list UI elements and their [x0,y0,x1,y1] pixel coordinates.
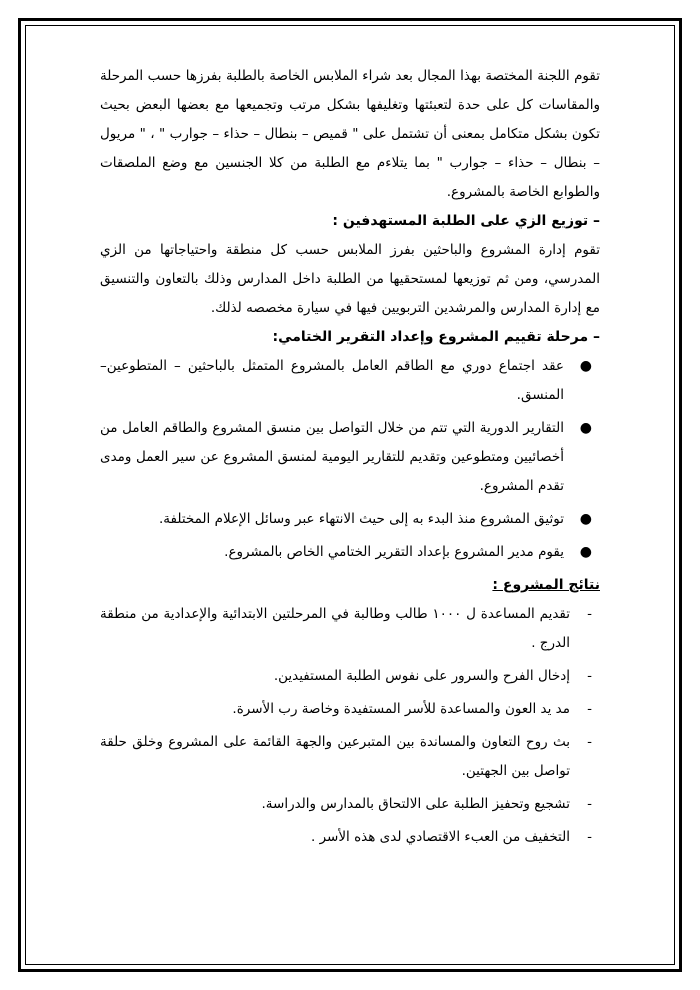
document-body [100,62,600,856]
dash-icon: - [587,734,592,750]
bullet-icon: ● [579,544,592,560]
bullet-icon: ● [579,511,592,527]
list-item: ● عقد اجتماع دوري مع الطاقم العامل بالمشروع المتمثل بالباحثين – المتطوعين– المنسق. [100,352,600,410]
list-item: - تقديم المساعدة ل ١٠٠٠ طالب وطالبة في المرحلتين الابتدائية والإعدادية من منطقة الدرج . [100,600,600,658]
list-item: - التخفيف من العبء الاقتصادي لدى هذه الأسر . [100,823,600,852]
dash-icon: - [587,668,592,684]
list-item: - إدخال الفرح والسرور على نفوس الطلبة المستفيدين. [100,662,600,691]
list-item: ● التقارير الدورية التي تتم من خلال التواصل بين منسق المشروع والطاقم العامل من أخصائيين ومتطوعين وتقديم للتقارير اليومية لمنسق المشروع عن سير العمل ومدى تقدم المشروع. [100,414,600,501]
bullet-icon: ● [579,358,592,374]
list-item: ● يقوم مدير المشروع بإعداد التقرير الختامي الخاص بالمشروع. [100,538,600,567]
results-heading: نتائج المشروع : [492,577,600,593]
list-item: - مد يد العون والمساعدة للأسر المستفيدة وخاصة رب الأسرة. [100,695,600,724]
evaluation-heading: – مرحلة تقييم المشروع وإعداد التقرير الختامي: [272,329,600,345]
dash-icon: - [587,701,592,717]
dash-icon: - [587,796,592,812]
evaluation-list [100,352,600,567]
bullet-icon: ● [579,420,592,436]
list-item: - بث روح التعاون والمساندة بين المتبرعين والجهة القائمة على المشروع وخلق حلقة تواصل بين الجهتين. [100,728,600,786]
intro-paragraph: تقوم اللجنة المختصة بهذا المجال بعد شراء الملابس الخاصة بالطلبة بفرزها حسب المرحلة والمقاسات كل على حدة لتعبئتها وتغليفها بشكل مرتب وتجميعها مع بعضها البعض بحيث تكون بشكل متكامل بمعنى أن تشتمل على " قميص – بنطال – حذاء – جوارب " ، " مريول – بنطال – حذاء – جوارب " بما يتلاءم مع الطلبة من كلا الجنسين مع وضع الملصقات والطوابع الخاصة بالمشروع. [100,68,600,200]
dash-icon: - [587,606,592,622]
distribution-heading: – توزيع الزي على الطلبة المستهدفين : [332,213,600,229]
list-item: ● توثيق المشروع منذ البدء به إلى حيث الانتهاء عبر وسائل الإعلام المختلفة. [100,505,600,534]
distribution-paragraph: تقوم إدارة المشروع والباحثين بفرز الملابس حسب كل منطقة واحتياجاتها من الزي المدرسي، ومن ثم توزيعها لمستحقيها من الطلبة داخل المدارس وذلك بالتعاون والتنسيق مع إدارة المدارس والمرشدين التربويين فيها في سيارة مخصصه لذلك. [100,242,600,316]
list-item: - تشجيع وتحفيز الطلبة على الالتحاق بالمدارس والدراسة. [100,790,600,819]
dash-icon: - [587,829,592,845]
results-list [100,600,600,852]
